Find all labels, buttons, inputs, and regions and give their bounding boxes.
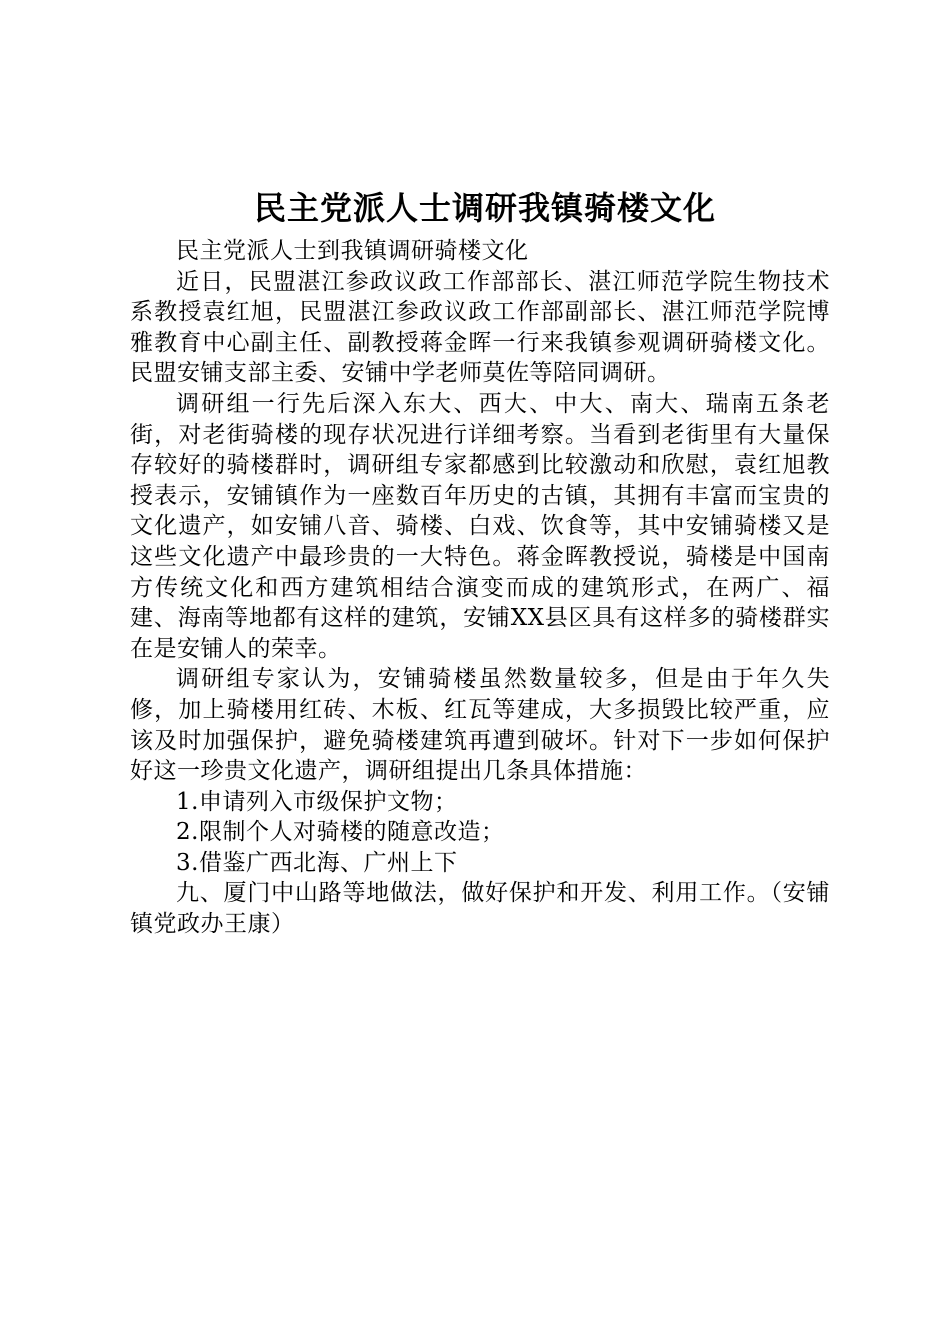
body-paragraph-3: 调研组专家认为，安铺骑楼虽然数量较多，但是由于年久失修，加上骑楼用红砖、木板、红瓦等建成，大多损毁比较严重，应该及时加强保护，避免骑楼建筑再遭到破坏。针对下一步如何保护好这一珍贵文化遗产，调研组提出几条具体措施： <box>130 666 830 785</box>
body-paragraph-2: 调研组一行先后深入东大、西大、中大、南大、瑞南五条老街，对老街骑楼的现存状况进行详细考察。当看到老街里有大量保存较好的骑楼群时，调研组专家都感到比较激动和欣慰，袁红旭教授表示，安铺镇作为一座数百年历史的古镇，其拥有丰富而宝贵的文化遗产，如安铺八音、骑楼、白戏、饮食等，其中安铺骑楼又是这些文化遗产中最珍贵的一大特色。蒋金晖教授说，骑楼是中国南方传统文化和西方建筑相结合演变而成的建筑形式，在两广、福建、海南等地都有这样的建筑，安铺XX县区具有这样多的骑楼群实在是安铺人的荣幸。 <box>130 390 830 662</box>
measure-item-1: 1.申请列入市级保护文物； <box>176 788 458 815</box>
document-title: 民主党派人士调研我镇骑楼文化 <box>253 189 716 227</box>
document-page <box>130 180 830 940</box>
subtitle-paragraph: 民主党派人士到我镇调研骑楼文化 <box>176 238 529 264</box>
measure-item-3: 3.借鉴广西北海、广州上下 <box>176 849 458 876</box>
measure-item-2: 2.限制个人对骑楼的随意改造； <box>176 819 505 846</box>
closing-paragraph: 九、厦门中山路等地做法，做好保护和开发、利用工作。（安铺镇党政办王康） <box>130 880 830 938</box>
body-paragraph-1: 近日，民盟湛江参政议政工作部部长、湛江师范学院生物技术系教授袁红旭，民盟湛江参政议政工作部副部长、湛江师范学院博雅教育中心副主任、副教授蒋金晖一行来我镇参观调研骑楼文化。民盟安铺支部主委、安铺中学老师莫佐等陪同调研。 <box>130 268 830 387</box>
